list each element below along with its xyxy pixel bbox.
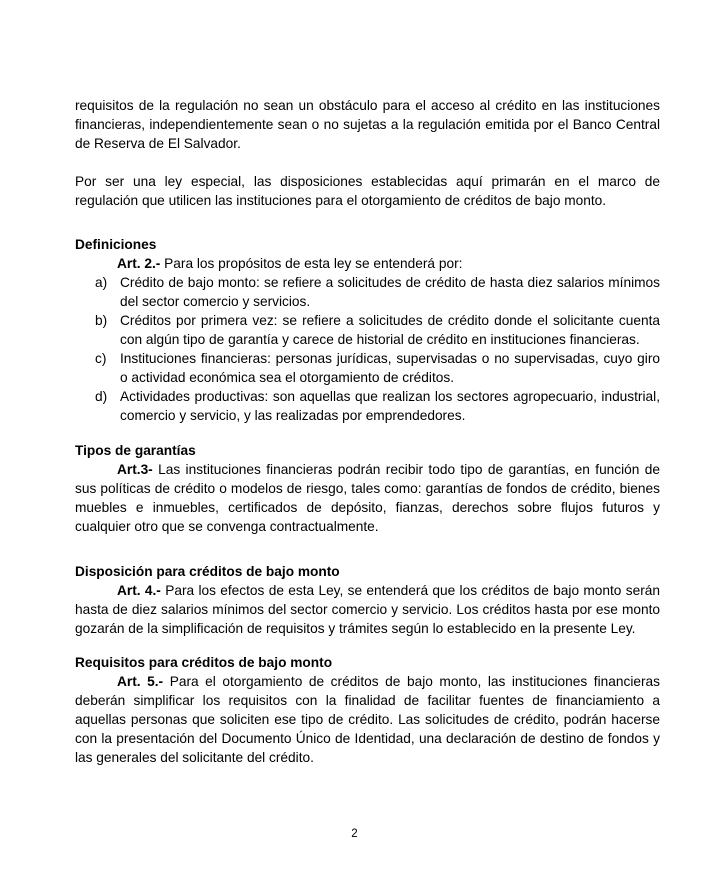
article-4-paragraph — [75, 581, 660, 638]
article-3-text: Las instituciones financieras podrán recibir todo tipo de garantías, en función de sus políticas de crédito o modelos de riesgo, tales como: garantías de fondos de crédito, bienes muebles e inmuebles, certificados de depósito, fianzas, derechos sobre flujos futuros y cualquier otro que se convenga contractualmente. — [75, 462, 660, 534]
list-item-text: Créditos por primera vez: se refiere a solicitudes de crédito donde el solicitante cuenta con algún tipo de garantía y carece de historial de crédito en instituciones financieras. — [120, 313, 660, 347]
list-item-marker: a) — [95, 275, 108, 290]
list-item-marker: b) — [95, 313, 108, 328]
section-heading-requisitos: Requisitos para créditos de bajo monto — [75, 655, 333, 670]
article-2-paragraph — [75, 254, 660, 273]
page-number: 2 — [351, 828, 358, 840]
article-2-label: Art. 2.- — [117, 256, 161, 271]
intro-paragraph-2: Por ser una ley especial, las disposiciones establecidas aquí primarán en el marco de regulación que utilicen las instituciones para el otorgamiento de créditos de bajo monto. — [75, 174, 660, 208]
list-item — [95, 311, 660, 349]
section-definiciones — [75, 235, 660, 425]
section-requisitos-creditos-bajo-monto — [75, 653, 660, 767]
list-item — [95, 349, 660, 387]
list-item-text: Instituciones financieras: personas jurídicas, supervisadas o no supervisadas, cuyo giro o actividad económica sea el otorgamiento de créditos. — [120, 351, 660, 385]
list-item — [95, 273, 660, 311]
section-heading-definiciones: Definiciones — [75, 237, 157, 252]
article-5-text: Para el otorgamiento de créditos de bajo monto, las instituciones financieras deberán simplificar los requisitos con la finalidad de facilitar fuentes de financiamiento a aquellas personas que soliciten ese tipo de crédito. Las solicitudes de crédito, podrán hacerse con la presentación del Documento Único de Identidad, una declaración de destino de fondos y las generales del solicitante del crédito. — [75, 674, 660, 765]
article-3-label: Art.3- — [117, 462, 153, 477]
section-heading-disposicion: Disposición para créditos de bajo monto — [75, 564, 340, 579]
list-item-marker: c) — [95, 351, 107, 366]
section-disposicion-creditos-bajo-monto — [75, 562, 660, 638]
list-item-marker: d) — [95, 389, 108, 404]
list-item-text: Actividades productivas: son aquellas que realizan los sectores agropecuario, industrial, comercio y servicio, y las realizadas por emprendedores. — [120, 389, 660, 423]
article-3-paragraph — [75, 460, 660, 536]
section-tipos-de-garantias — [75, 441, 660, 536]
article-5-paragraph — [75, 672, 660, 767]
definitions-list — [75, 273, 660, 425]
article-4-text: Para los efectos de esta Ley, se entenderá que los créditos de bajo monto serán hasta de diez salarios mínimos del sector comercio y servicio. Los créditos hasta por ese monto gozarán de la simplificación de requisitos y trámites según lo establecido en la presente Ley. — [75, 583, 660, 636]
article-5-label: Art. 5.- — [117, 674, 164, 689]
section-heading-tipos-de-garantias: Tipos de garantías — [75, 443, 196, 458]
intro-paragraph-1: requisitos de la regulación no sean un obstáculo para el acceso al crédito en las instituciones financieras, independientemente sean o no sujetas a la regulación emitida por el Banco Central de Reserva de El Salvador. — [75, 98, 660, 151]
list-item-text: Crédito de bajo monto: se refiere a solicitudes de crédito de hasta diez salarios mínimos del sector comercio y servicios. — [120, 275, 660, 309]
article-4-label: Art. 4.- — [117, 583, 161, 598]
list-item — [95, 387, 660, 425]
article-2-text: Para los propósitos de esta ley se entenderá por: — [164, 256, 463, 271]
